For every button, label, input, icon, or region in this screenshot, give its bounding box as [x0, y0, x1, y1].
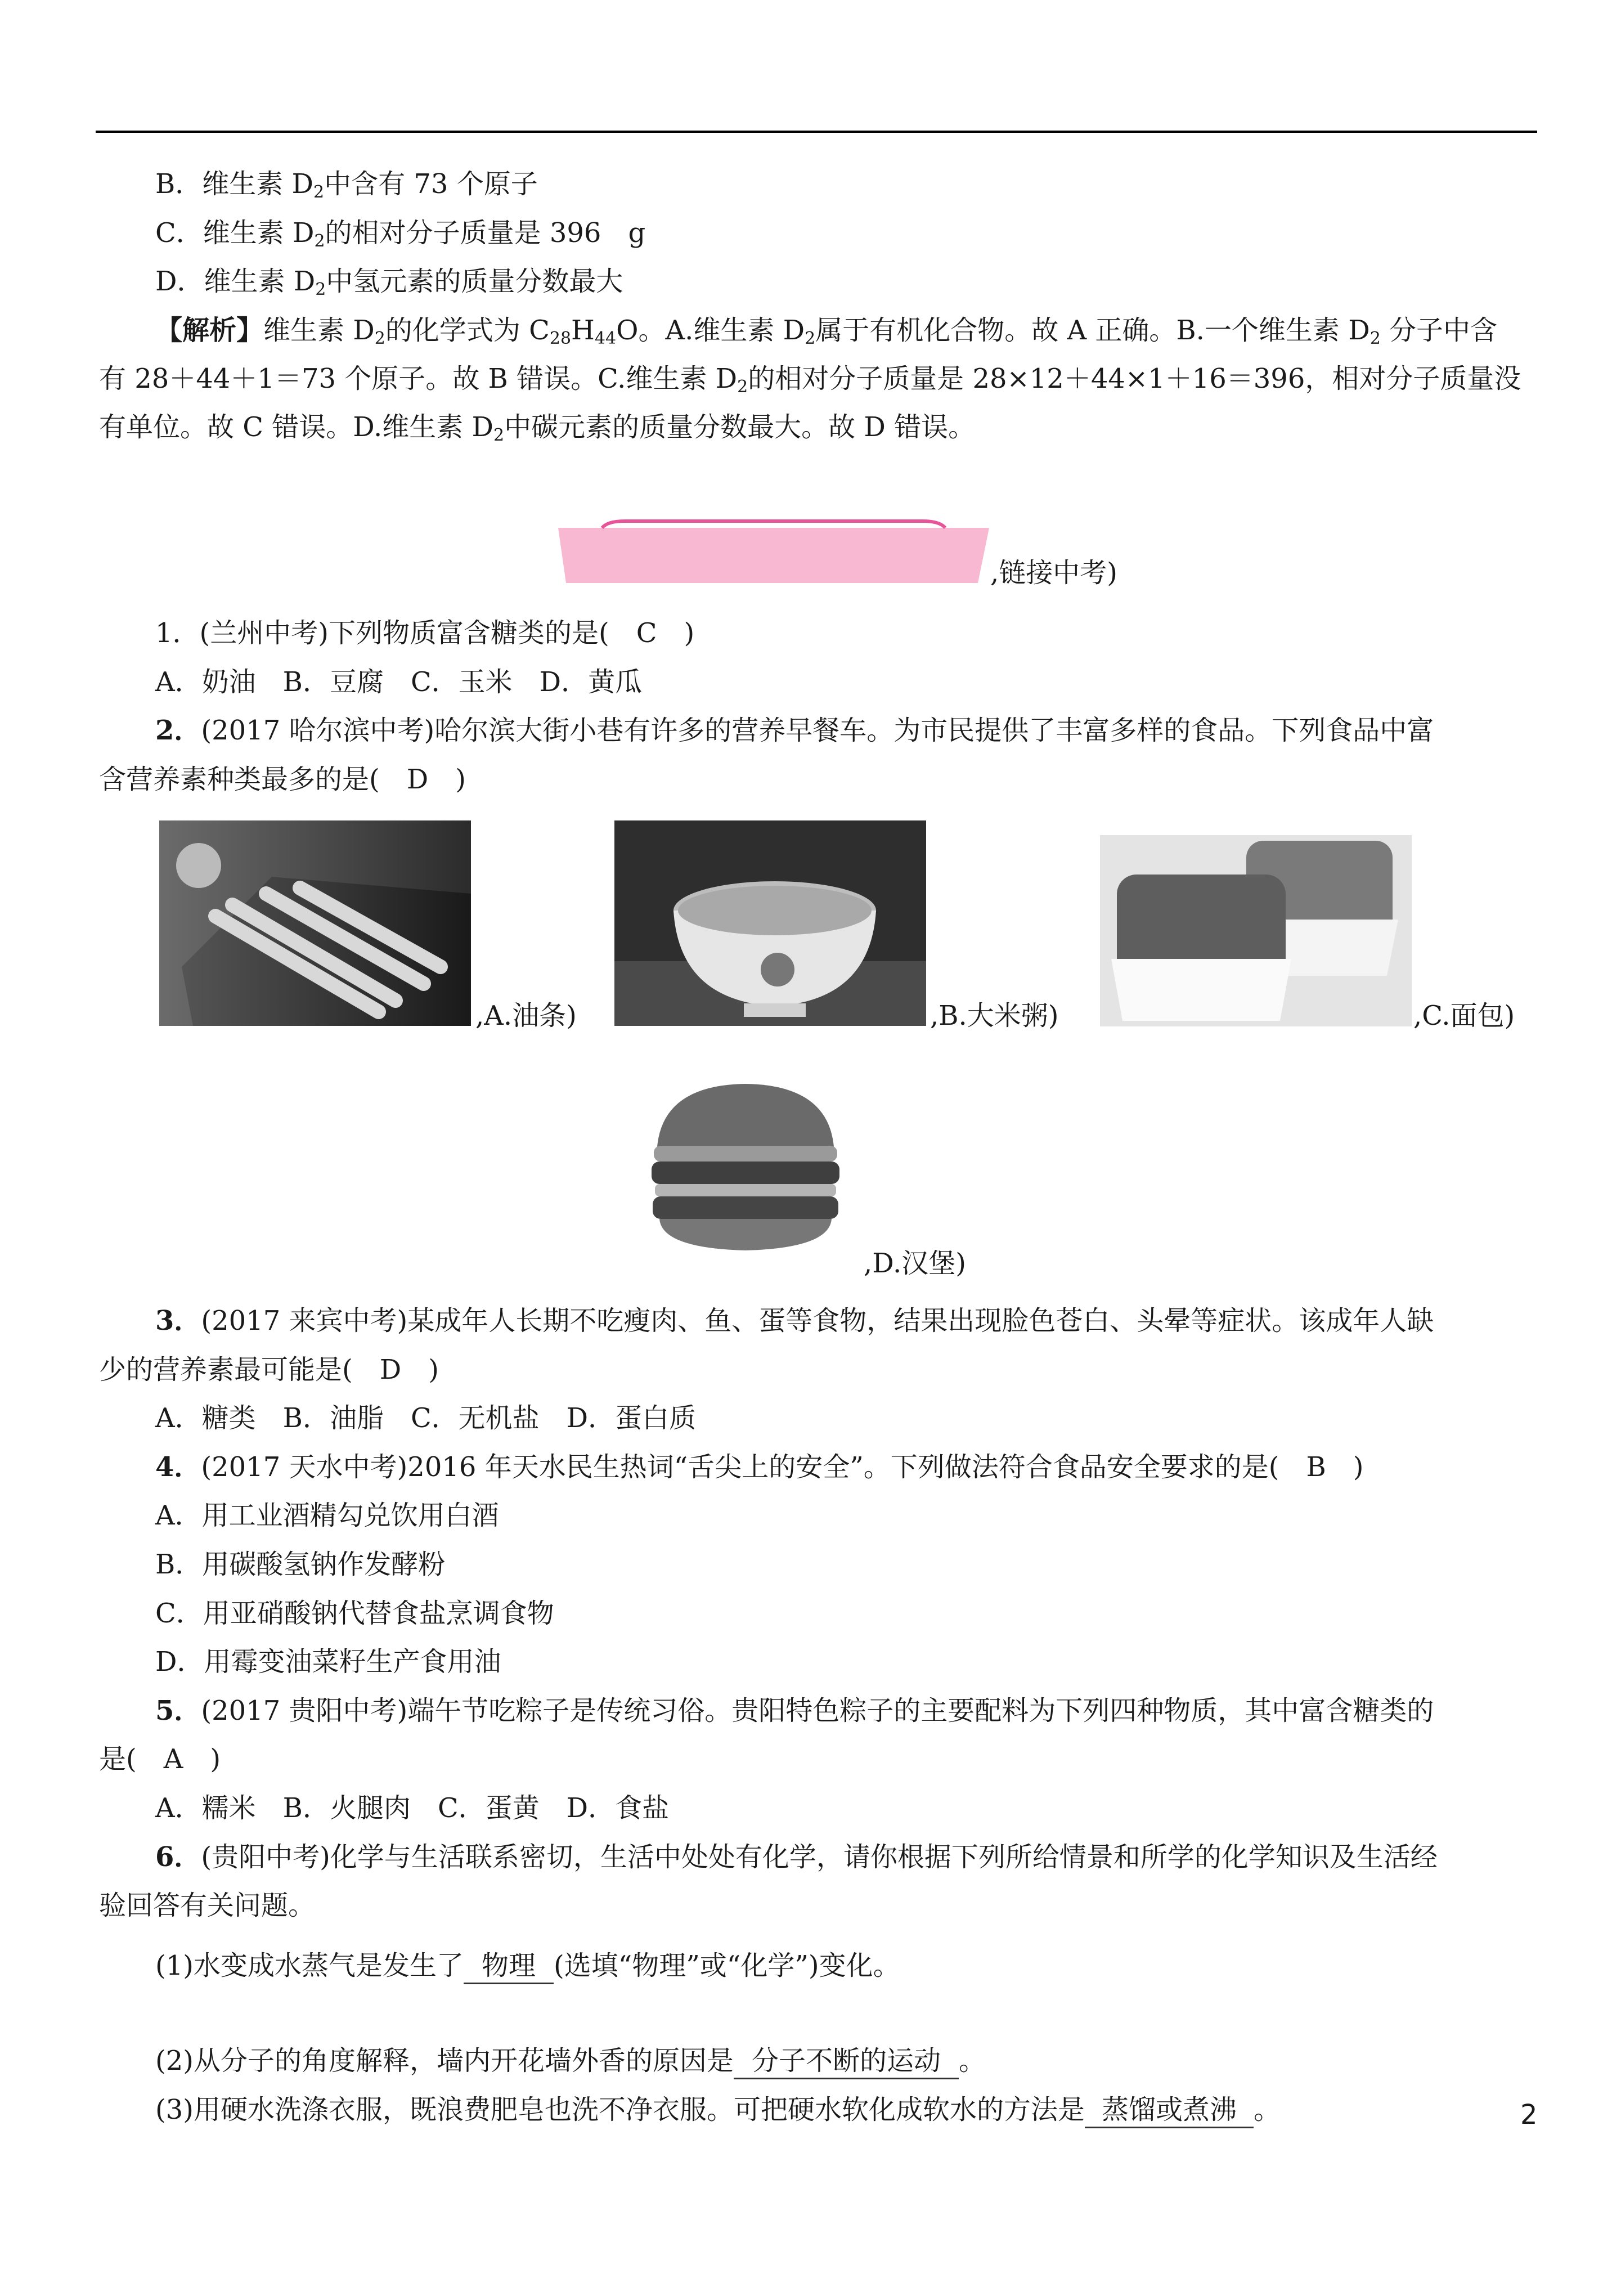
q3-stem-line-1: 3．(2017 来宾中考)某成年人长期不吃瘦肉、鱼、蛋等食物，结果出现脸色苍白、头晕等症状。该成年人缺 — [155, 1305, 1434, 1337]
q1-stem: 1．(兰州中考)下列物质富含糖类的是( C ) — [155, 617, 695, 649]
q4-option-a: A．用工业酒精勾兑饮用白酒 — [155, 1500, 499, 1531]
option-d: D．维生素 $D_2$中氢元素的质量分数最大 — [155, 266, 623, 299]
q6-part-3: (3)用硬水洗涤衣服，既浪费肥皂也洗不净衣服。可把硬水软化成软水的方法是 蒸馏或煮沸 。 — [155, 2093, 1281, 2128]
q6-part-1: (1)水变成水蒸气是发生了 物理 (选填“物理”或“化学”)变化。 — [155, 1949, 900, 1984]
q6-stem-line-2: 验回答有关问题。 — [99, 1890, 316, 1921]
section-title: ,链接中考) — [990, 557, 1117, 589]
option-b: B．维生素 $D_2$中含有 73 个原子 — [155, 168, 538, 202]
analysis-line-3: 有单位。故 C 错误。D.维生素 $D_2$中碳元素的质量分数最大。故 D 错误。 — [99, 411, 976, 445]
q4-stem: 4．(2017 天水中考)2016 年天水民生热词“舌尖上的安全”。下列做法符合食品安全要求的是( B ) — [155, 1451, 1364, 1483]
page-number: 2 — [1520, 2099, 1538, 2131]
q6-stem-line-1: 6．(贵阳中考)化学与生活联系密切，生活中处处有化学，请你根据下列所给情景和所学的化学知识及生活经 — [155, 1841, 1438, 1873]
answer-blank-1: 物理 — [464, 1949, 554, 1984]
caption-d: ,D.汉堡) — [864, 1248, 967, 1279]
q2-stem-line-1: 2．(2017 哈尔滨中考)哈尔滨大街小巷有许多的营养早餐车。为市民提供了丰富多样的食品。下列食品中富 — [155, 715, 1434, 746]
q3-stem-line-2: 少的营养素最可能是( D ) — [99, 1354, 439, 1385]
porridge-image — [614, 820, 926, 1026]
youtiao-image — [159, 820, 471, 1026]
section-banner — [557, 518, 990, 585]
q6-part-2: (2)从分子的角度解释，墙内开花墙外香的原因是 分子不断的运动 。 — [155, 2044, 986, 2079]
bread-image — [1100, 835, 1412, 1026]
caption-c: ,C.面包) — [1413, 1000, 1515, 1032]
q5-options: A．糯米 B．火腿肉 C．蛋黄 D．食盐 — [155, 1792, 670, 1824]
q4-option-c: C．用亚硝酸钠代替食盐烹调食物 — [155, 1598, 554, 1629]
q3-options: A．糖类 B．油脂 C．无机盐 D．蛋白质 — [155, 1402, 697, 1434]
q1-options: A．奶油 B．豆腐 C．玉米 D．黄瓜 — [155, 666, 643, 698]
caption-b: ,B.大米粥) — [930, 1000, 1059, 1032]
analysis-line-2: 有 28＋44＋1＝73 个原子。故 B 错误。C.维生素 $D_2$的相对分子质量是 28×12＋44×1＋16＝396，相对分子质量没 — [99, 363, 1521, 397]
q2-stem-line-2: 含营养素种类最多的是( D ) — [99, 764, 466, 795]
answer-blank-2: 分子不断的运动 — [734, 2044, 959, 2079]
option-c: C．维生素 $D_2$的相对分子质量是 396 g — [155, 217, 646, 251]
q4-option-d: D．用霉变油菜籽生产食用油 — [155, 1646, 501, 1678]
burger-image — [640, 1079, 851, 1258]
q4-option-b: B．用碳酸氢钠作发酵粉 — [155, 1549, 446, 1580]
q5-stem-line-1: 5．(2017 贵阳中考)端午节吃粽子是传统习俗。贵阳特色粽子的主要配料为下列四种物质，其中富含糖类的 — [155, 1695, 1434, 1727]
caption-a: ,A.油条) — [475, 1000, 577, 1032]
q5-stem-line-2: 是( A ) — [99, 1743, 221, 1775]
analysis-line-1: 【解析】维生素 $D_2$的化学式为 $C_{28}H_{44}O$。A.维生素 $D_2$属于有机化合物。故 A 正确。B.一个维生素 $D_2$ 分子中含 — [155, 315, 1498, 348]
answer-blank-3: 蒸馏或煮沸 — [1085, 2093, 1254, 2128]
header-rule — [96, 131, 1537, 133]
